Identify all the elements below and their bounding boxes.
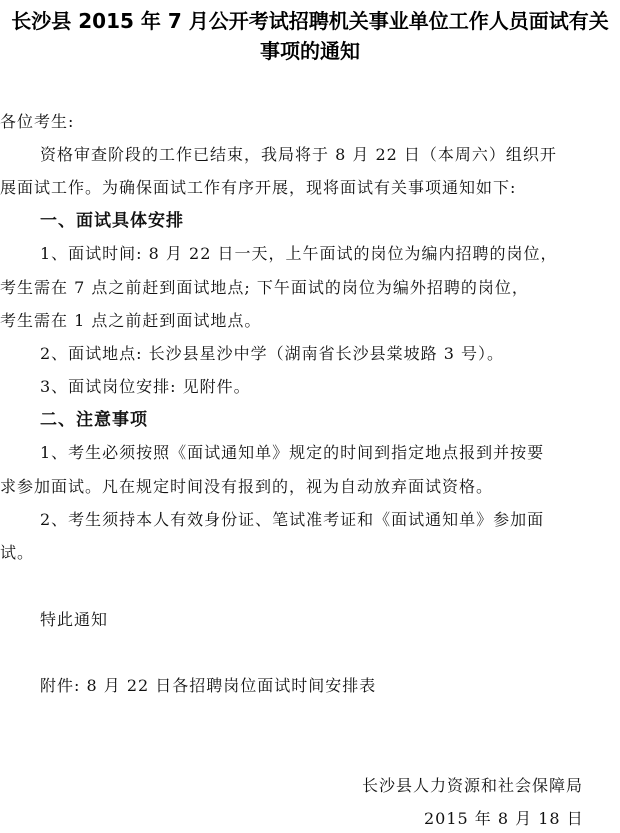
s2-item1-line-2: 求参加面试。凡在规定时间没有报到的，视为自动放弃面试资格。 (0, 477, 494, 496)
s1-item1-line-3: 考生需在 1 点之前赶到面试地点。 (0, 311, 262, 330)
s1-item3: 3、面试岗位安排: 见附件。 (40, 377, 251, 396)
s1-item1-line-2: 考生需在 7 点之前赶到面试地点; 下午面试的岗位为编外招聘的岗位， (0, 278, 529, 297)
document-title (0, 6, 620, 66)
s1-item1-line-1: 1、面试时间: 8 月 22 日一天，上午面试的岗位为编内招聘的岗位， (40, 244, 558, 263)
section-2-heading: 二、注意事项 (40, 410, 148, 430)
title-line-2: 事项的通知 (260, 39, 360, 63)
intro-line-1: 资格审查阶段的工作已结束，我局将于 8 月 22 日（本周六）组织开 (40, 145, 557, 164)
signature-org: 长沙县人力资源和社会保障局 (362, 776, 584, 795)
s2-item2-line-1: 2、考生须持本人有效身份证、笔试准考证和《面试通知单》参加面 (40, 510, 545, 529)
s2-item1-line-1: 1、考生必须按照《面试通知单》规定的时间到指定地点报到并按要 (40, 443, 545, 462)
s1-item2: 2、面试地点: 长沙县星沙中学（湖南省长沙县棠坡路 3 号）。 (40, 344, 505, 363)
attachment-line: 附件: 8 月 22 日各招聘岗位面试时间安排表 (40, 676, 377, 695)
closing-text: 特此通知 (40, 610, 109, 629)
section-1-heading: 一、面试具体安排 (40, 211, 184, 231)
title-line-1: 长沙县 2015 年 7 月公开考试招聘机关事业单位工作人员面试有关 (11, 9, 609, 33)
signature-date: 2015 年 8 月 18 日 (424, 809, 584, 828)
intro-line-2: 展面试工作。为确保面试工作有序开展，现将面试有关事项通知如下: (0, 178, 517, 197)
salutation: 各位考生: (0, 112, 75, 131)
s2-item2-line-2: 试。 (0, 543, 35, 562)
